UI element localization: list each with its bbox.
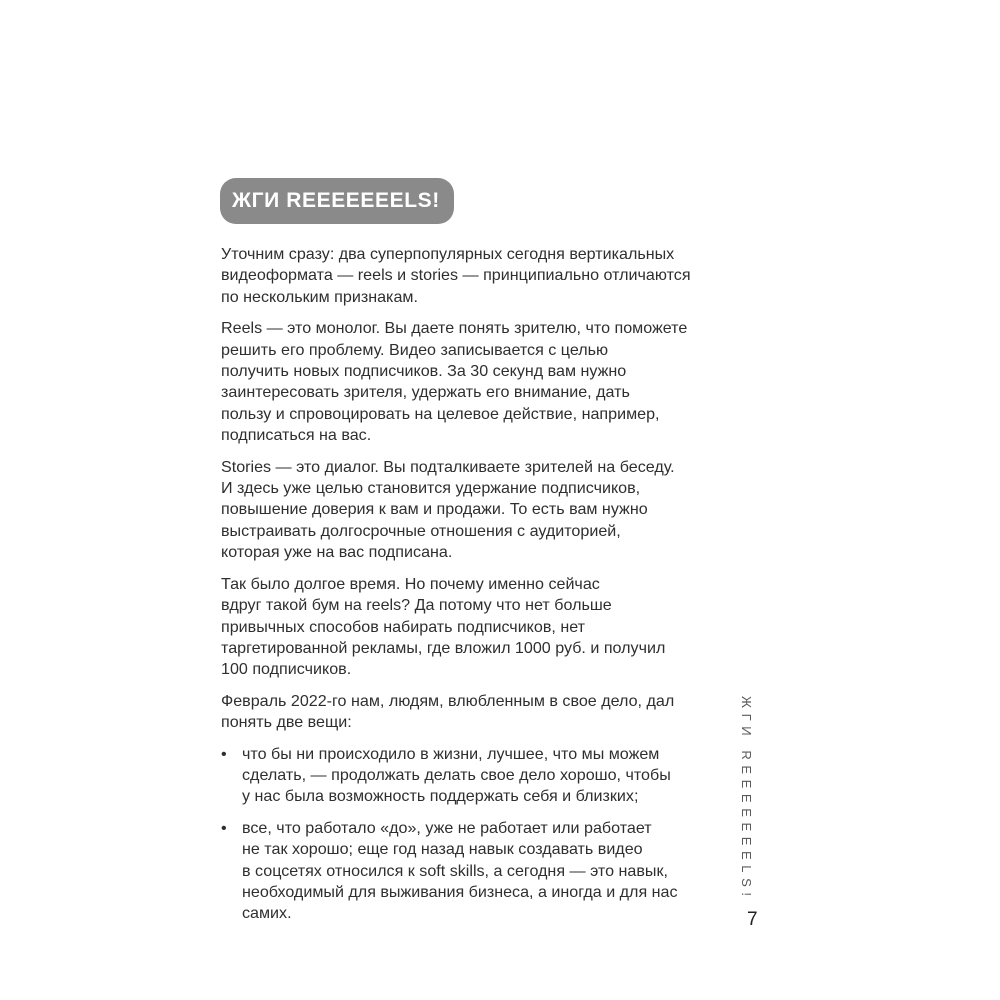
text-line: видеоформата — reels и stories — принципиально отличаются <box>221 266 691 285</box>
text-line: понять две вещи: <box>221 713 352 732</box>
paragraph-1 <box>221 244 721 308</box>
text-line: вдруг такой бум на reels? Да потому что нет больше <box>221 596 612 615</box>
text-line: не так хорошо; еще год назад навык создавать видео <box>242 840 643 859</box>
page-number: 7 <box>747 909 758 930</box>
text-line: что бы ни происходило в жизни, лучшее, что мы можем <box>242 744 660 763</box>
text-line: таргетированной рекламы, где вложил 1000 руб. и получил <box>221 638 666 657</box>
bullet-list <box>221 744 721 925</box>
paragraph-4 <box>221 574 721 681</box>
text-line: все, что работало «до», уже не работает или работает <box>242 818 652 837</box>
text-line: выстраивать долгосрочные отношения с аудиторией, <box>221 521 621 540</box>
text-line: Reels — это монолог. Вы даете понять зрителю, что поможете <box>221 319 688 338</box>
paragraph-3 <box>221 457 721 564</box>
bullet-item-1 <box>221 744 721 808</box>
text-line: сделать, — продолжать делать свое дело хорошо, чтобы <box>242 765 671 784</box>
text-line: которая уже на вас подписана. <box>221 543 453 562</box>
text-line: пользу и спровоцировать на целевое действие, например, <box>221 404 660 423</box>
bullet-marker: • <box>221 818 227 837</box>
text-line: И здесь уже целью становится удержание подписчиков, <box>221 479 641 498</box>
bullet-marker: • <box>221 744 227 763</box>
paragraph-2 <box>221 318 721 446</box>
text-line: подписаться на вас. <box>221 426 372 445</box>
text-line: необходимый для выживания бизнеса, а иногда и для нас <box>242 882 678 901</box>
text-line: 100 подписчиков. <box>221 660 352 679</box>
text-line: привычных способов набирать подписчиков, нет <box>221 617 586 636</box>
text-line: Stories — это диалог. Вы подталкиваете зрителей на беседу. <box>221 457 675 476</box>
paragraph-5 <box>221 691 721 734</box>
running-head: ЖГИ REEEEEEELS! <box>739 696 754 902</box>
text-line: самих. <box>242 904 292 923</box>
text-line: Февраль 2022-го нам, людям, влюбленным в свое дело, дал <box>221 691 675 710</box>
text-line: решить его проблему. Видео записывается с целью <box>221 340 609 359</box>
text-line: Так было долгое время. Но почему именно сейчас <box>221 574 600 593</box>
text-line: получить новых подписчиков. За 30 секунд вам нужно <box>221 362 627 381</box>
bullet-item-2 <box>221 818 721 925</box>
text-line: заинтересовать зрителя, удержать его внимание, дать <box>221 383 630 402</box>
text-line: в соцсетях относился к soft skills, а сегодня — это навык, <box>242 861 669 880</box>
text-line: повышение доверия к вам и продажи. То есть вам нужно <box>221 500 648 519</box>
text-line: Уточним сразу: два суперпопулярных сегодня вертикальных <box>221 245 675 263</box>
chapter-title: ЖГИ REEEEEEELS! <box>232 189 440 212</box>
body-text <box>221 244 721 935</box>
text-line: у нас была возможность поддержать себя и близких; <box>242 787 639 806</box>
chapter-title-badge <box>220 178 454 224</box>
text-line: по нескольким признакам. <box>221 287 418 306</box>
